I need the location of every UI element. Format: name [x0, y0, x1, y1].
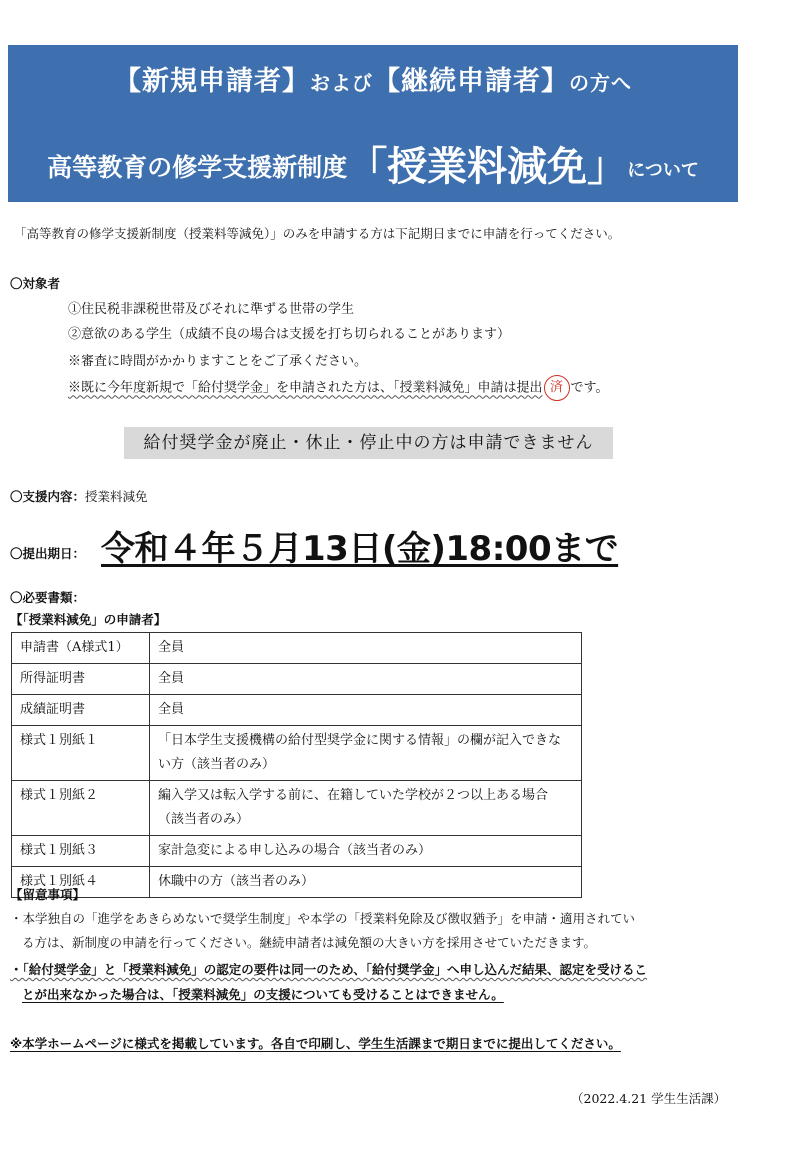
banner-system-name: 高等教育の修学支援新制度	[47, 153, 348, 182]
remark-1-line-1: ・本学独自の「進学をあきらめないで奨学生制度」や本学の「授業料免除及び徴収猶予」を申請・適用されてい	[10, 911, 636, 926]
table-row	[12, 633, 582, 664]
doc-name: 様式１別紙３	[12, 836, 150, 867]
completed-stamp: 済	[544, 375, 570, 401]
support-line	[10, 487, 148, 505]
remark-1-line-2: る方は、新制度の申請を行ってください。継続申請者は減免額の大きい方を採用させていただきます。	[22, 935, 597, 950]
remark-2-line-2	[22, 985, 504, 1003]
remark-2-line-1-text: ・「給付奨学金」と「授業料減免」の認定の要件は同一のため、「給付奨学金」へ申し込んだ結果、認定を受けるこ	[10, 962, 648, 977]
table-row	[12, 867, 582, 898]
support-value: 授業料減免	[85, 489, 148, 504]
doc-target: 全員	[150, 633, 582, 664]
ineligible-notice: 給付奨学金が廃止・休止・停止中の方は申請できません	[124, 427, 613, 459]
homepage-note: ※本学ホームページに様式を掲載しています。各自で印刷し、学生生活課まで期日までに提出してください。	[10, 1036, 621, 1051]
banner-to: の方へ	[569, 71, 632, 95]
doc-target: 全員	[150, 695, 582, 726]
doc-name: 様式１別紙１	[12, 726, 150, 781]
banner-line-2	[8, 135, 738, 192]
target-note-text: ※既に今年度新規で「給付奨学金」を申請された方は、「授業料減免」申請は提出	[68, 380, 543, 396]
doc-target: 休職中の方（該当者のみ）	[150, 867, 582, 898]
doc-target: 編入学又は転入学する前に、在籍していた学校が２つ以上ある場合（該当者のみ）	[150, 781, 582, 836]
target-heading: 〇対象者	[10, 276, 61, 291]
banner-tuition-exemption: 「授業料減免」	[347, 144, 628, 190]
documents-table	[11, 632, 582, 898]
title-banner	[8, 45, 738, 202]
table-row	[12, 726, 582, 781]
banner-and: および	[310, 71, 373, 95]
table-row	[12, 695, 582, 726]
banner-about: について	[627, 160, 699, 181]
table-row	[12, 836, 582, 867]
deadline-label: 〇提出期日：	[10, 546, 86, 561]
table-row	[12, 781, 582, 836]
banner-line-1	[8, 59, 738, 98]
deadline-value: 令和４年５月13日(金)18:00まで	[101, 529, 619, 569]
banner-continuing-applicant: 【継続申請者】	[373, 66, 569, 97]
target-item-2: ②意欲のある学生（成績不良の場合は支援を打ち切られることがあります）	[68, 327, 511, 342]
banner-new-applicant: 【新規申請者】	[114, 66, 310, 97]
target-item-1: ①住民税非課税世帯及びそれに準ずる世帯の学生	[68, 302, 355, 317]
support-heading: 〇支援内容：	[10, 489, 86, 504]
doc-name: 申請書（A様式1）	[12, 633, 150, 664]
remark-2-line-1	[10, 960, 647, 978]
doc-target: 家計急変による申し込みの場合（該当者のみ）	[150, 836, 582, 867]
issue-date: （2022.4.21 学生生活課）	[571, 1091, 727, 1106]
intro-text: 「高等教育の修学支援新制度（授業料等減免）」のみを申請する方は下記期日までに申請を行ってください。	[14, 226, 621, 241]
documents-subheading: 【「授業料減免」の申請者】	[10, 612, 167, 627]
doc-name: 様式１別紙２	[12, 781, 150, 836]
target-note	[68, 375, 608, 401]
doc-target: 「日本学生支援機構の給付型奨学金に関する情報」の欄が記入できない方（該当者のみ）	[150, 726, 582, 781]
table-row	[12, 664, 582, 695]
doc-target: 全員	[150, 664, 582, 695]
doc-name: 成績証明書	[12, 695, 150, 726]
remarks-heading: 【留意事項】	[10, 887, 86, 902]
target-note-end: です。	[570, 380, 609, 396]
doc-name: 所得証明書	[12, 664, 150, 695]
target-item-3: ※審査に時間がかかりますことをご了承ください。	[68, 354, 368, 369]
remark-2-line-2-text: とが出来なかった場合は、「授業料減免」の支援についても受けることはできません。	[22, 987, 504, 1002]
doc-name: 様式１別紙４	[12, 867, 150, 898]
documents-heading: 〇必要書類：	[10, 590, 86, 605]
